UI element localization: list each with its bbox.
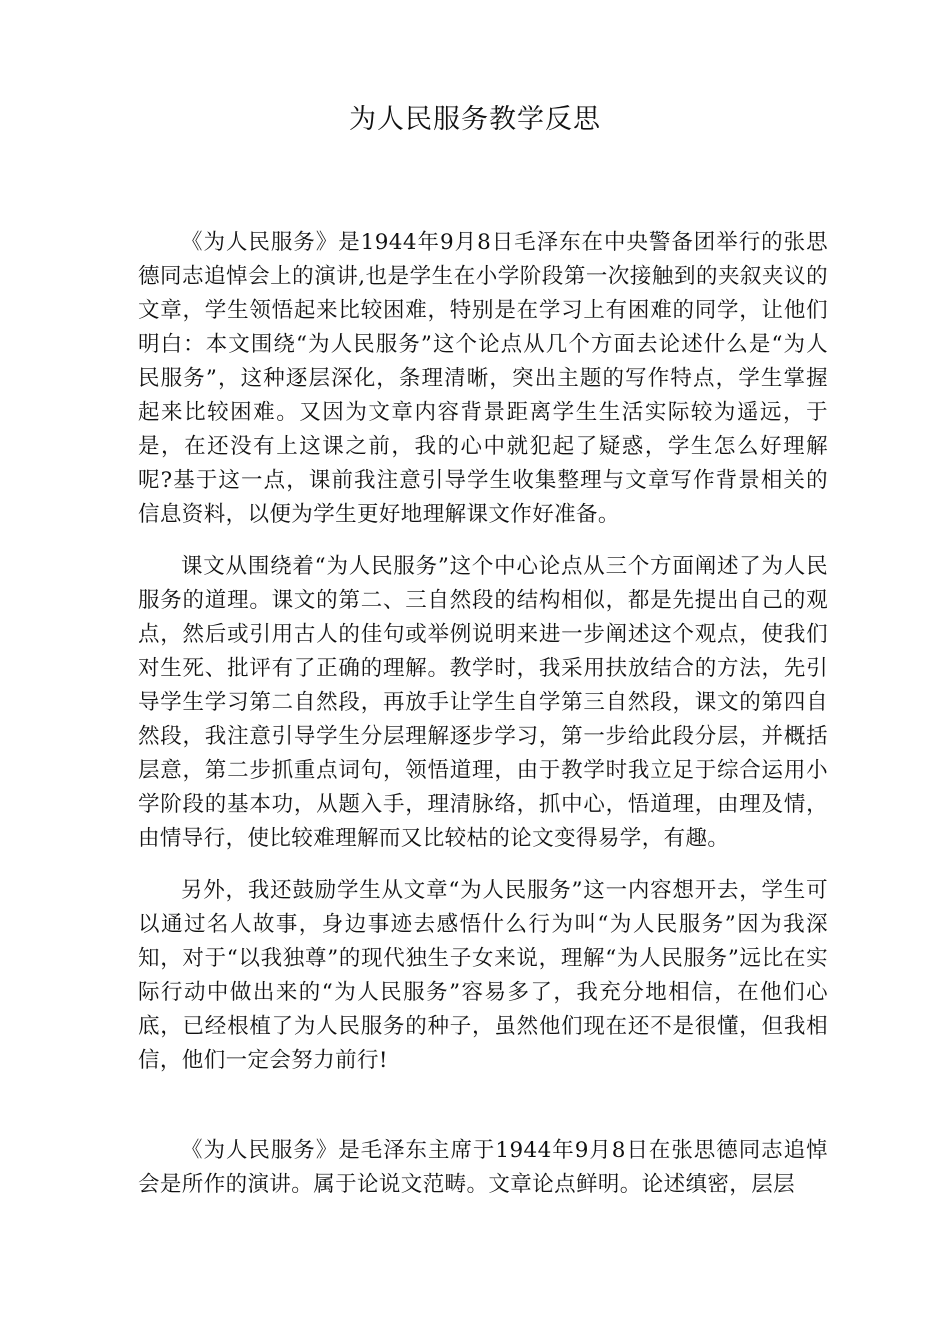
document-title: 为人民服务教学反思 bbox=[349, 104, 601, 135]
paragraph-3: 另外，我还鼓励学生从文章“为人民服务”这一内容想开去，学生可以通过名人故事，身边事迹去感悟什么行为叫“为人民服务”因为我深知，对于“以我独尊”的现代独生子女来说，理解“为人民服务”远比在实际行动中做出来的“为人民服务”容易多了，我充分地相信，在他们心底，已经根植了为人民服务的种子，虽然他们现在还不是很懂，但我相信，他们一定会努力前行! bbox=[138, 878, 828, 1073]
document-body bbox=[138, 226, 828, 1202]
paragraph-1: 《为人民服务》是1944年9月8日毛泽东在中央警备团举行的张思德同志追悼会上的演讲,也是学生在小学阶段第一次接触到的夹叙夹议的文章，学生领悟起来比较困难，特别是在学习上有困难的同学，让他们明白：本文围绕“为人民服务”这个论点从几个方面去论述什么是“为人民服务”，这种逐层深化，条理清晰，突出主题的写作特点，学生掌握起来比较困难。又因为文章内容背景距离学生生活实际较为遥远，于是，在还没有上这课之前，我的心中就犯起了疑惑，学生怎么好理解呢?基于这一点，课前我注意引导学生收集整理与文章写作背景相关的信息资料，以便为学生更好地理解课文作好准备。 bbox=[138, 230, 828, 527]
paragraph-4: 《为人民服务》是毛泽东主席于1944年9月8日在张思德同志追悼会是所作的演讲。属于论说文范畴。文章论点鲜明。论述缜密，层层 bbox=[138, 1138, 828, 1197]
paragraph-2: 课文从围绕着“为人民服务”这个中心论点从三个方面阐述了为人民服务的道理。课文的第二、三自然段的结构相似，都是先提出自己的观点，然后或引用古人的佳句或举例说明来进一步阐述这个观点，使我们对生死、批评有了正确的理解。教学时，我采用扶放结合的方法，先引导学生学习第二自然段，再放手让学生自学第三自然段，课文的第四自然段，我注意引导学生分层理解逐步学习，第一步给此段分层，并概括层意，第二步抓重点词句，领悟道理，由于教学时我立足于综合运用小学阶段的基本功，从题入手，理清脉络，抓中心，悟道理，由理及情，由情导行，使比较难理解而又比较枯的论文变得易学，有趣。 bbox=[138, 554, 828, 851]
